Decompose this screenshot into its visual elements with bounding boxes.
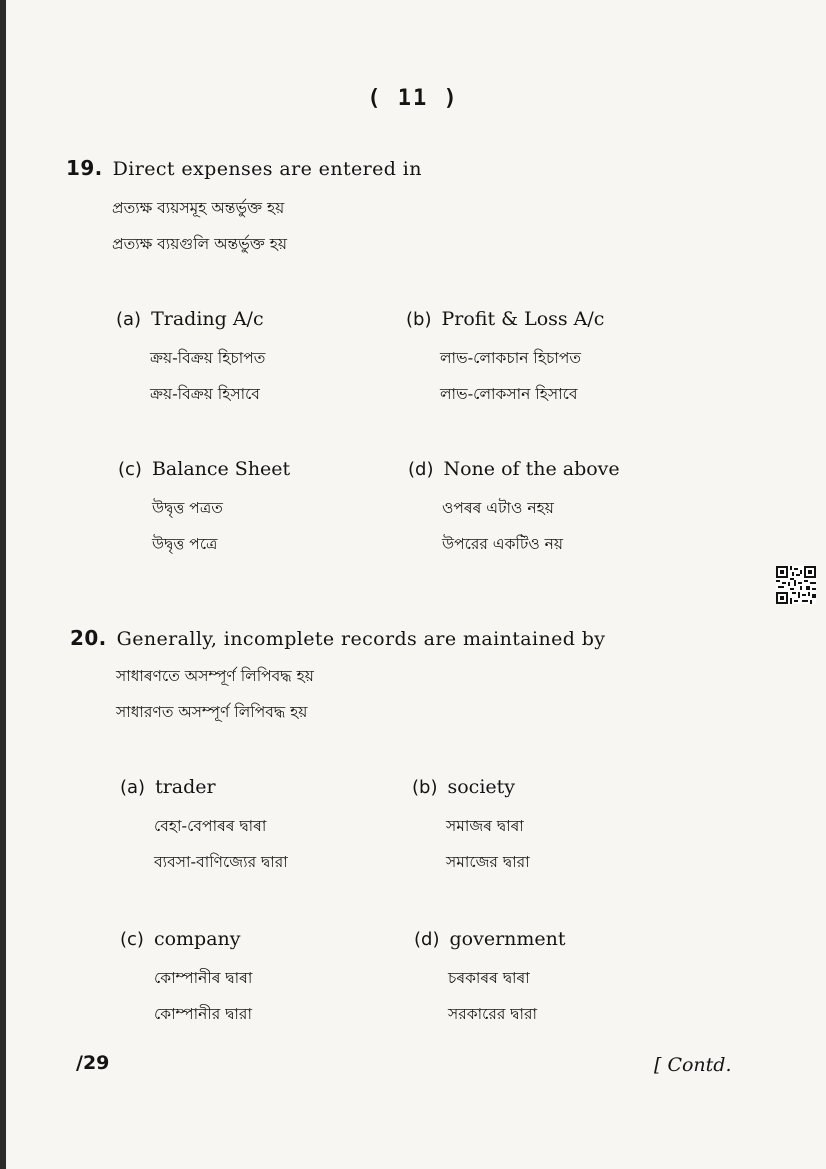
option-bengali: লাভ-লোকসান হিসাবে	[440, 385, 578, 403]
option-assamese: লাভ-লোকচান হিচাপত	[440, 349, 581, 367]
question-number: 19.	[66, 156, 103, 180]
option-label: (b)	[412, 777, 438, 798]
option-label: (c)	[118, 459, 142, 480]
option-label: (d)	[408, 459, 434, 480]
option-text: Balance Sheet	[151, 458, 291, 480]
option-bengali: কোম্পানীর দ্বারা	[154, 1005, 252, 1023]
option-text: Trading A/c	[151, 308, 264, 330]
page-binding-edge	[0, 0, 6, 1169]
question-text: Generally, incomplete records are maintained by	[116, 628, 606, 650]
option-bengali: ক্রয়-বিক্রয় হিসাবে	[150, 385, 260, 403]
option-assamese: চৰকাৰৰ দ্বাৰা	[448, 969, 530, 987]
option-assamese: উদ্বৃত্ত পত্ৰত	[152, 499, 223, 517]
option-label: (c)	[120, 929, 144, 950]
option-text: Profit & Loss A/c	[441, 308, 605, 330]
question-text: Direct expenses are entered in	[112, 158, 422, 180]
option-label: (a)	[120, 777, 146, 798]
option-assamese: ক্ৰয়-বিক্ৰয় হিচাপত	[150, 349, 266, 367]
option-text: government	[449, 928, 566, 950]
option-text: society	[447, 776, 516, 798]
option-assamese: সমাজৰ দ্বাৰা	[446, 817, 524, 835]
option-assamese: ওপৰৰ এটাও নহয়	[442, 499, 554, 517]
option-assamese: কোম্পানীৰ দ্বাৰা	[154, 969, 253, 987]
question-bengali: প্রত্যক্ষ ব্যয়গুলি অন্তর্ভুক্ত হয়	[112, 235, 288, 253]
option-bengali: উপরের একটিও নয়	[442, 535, 564, 553]
option-bengali: ব্যবসা-বাণিজ্যের দ্বারা	[154, 853, 288, 871]
option-text: trader	[155, 776, 216, 798]
option-text: None of the above	[443, 458, 620, 480]
paper-code: /29	[76, 1052, 110, 1074]
question-bengali: সাধারণত অসম্পূর্ণ লিপিবদ্ধ হয়	[116, 703, 308, 721]
option-bengali: সরকারের দ্বারা	[448, 1005, 538, 1023]
option-assamese: বেহা-বেপাৰৰ দ্বাৰা	[154, 817, 267, 835]
option-label: (b)	[406, 309, 432, 330]
option-text: company	[153, 928, 241, 950]
question-assamese: সাধাৰণতে অসম্পূৰ্ণ লিপিবদ্ধ হয়	[116, 667, 314, 685]
question-text-line	[66, 156, 422, 180]
question-text-line	[70, 626, 605, 650]
question-number: 20.	[70, 626, 107, 650]
option-label: (d)	[414, 929, 440, 950]
option-label: (a)	[116, 309, 142, 330]
option-bengali: সমাজের দ্বারা	[446, 853, 530, 871]
question-assamese: প্ৰত্যক্ষ ব্যয়সমূহ অন্তৰ্ভুক্ত হয়	[112, 199, 285, 217]
continued-label: [ Contd.	[654, 1054, 732, 1076]
qr-code-icon	[776, 566, 816, 604]
page-number: ( 11 )	[367, 86, 459, 111]
option-bengali: উদ্বৃত্ত পত্রে	[152, 535, 218, 553]
